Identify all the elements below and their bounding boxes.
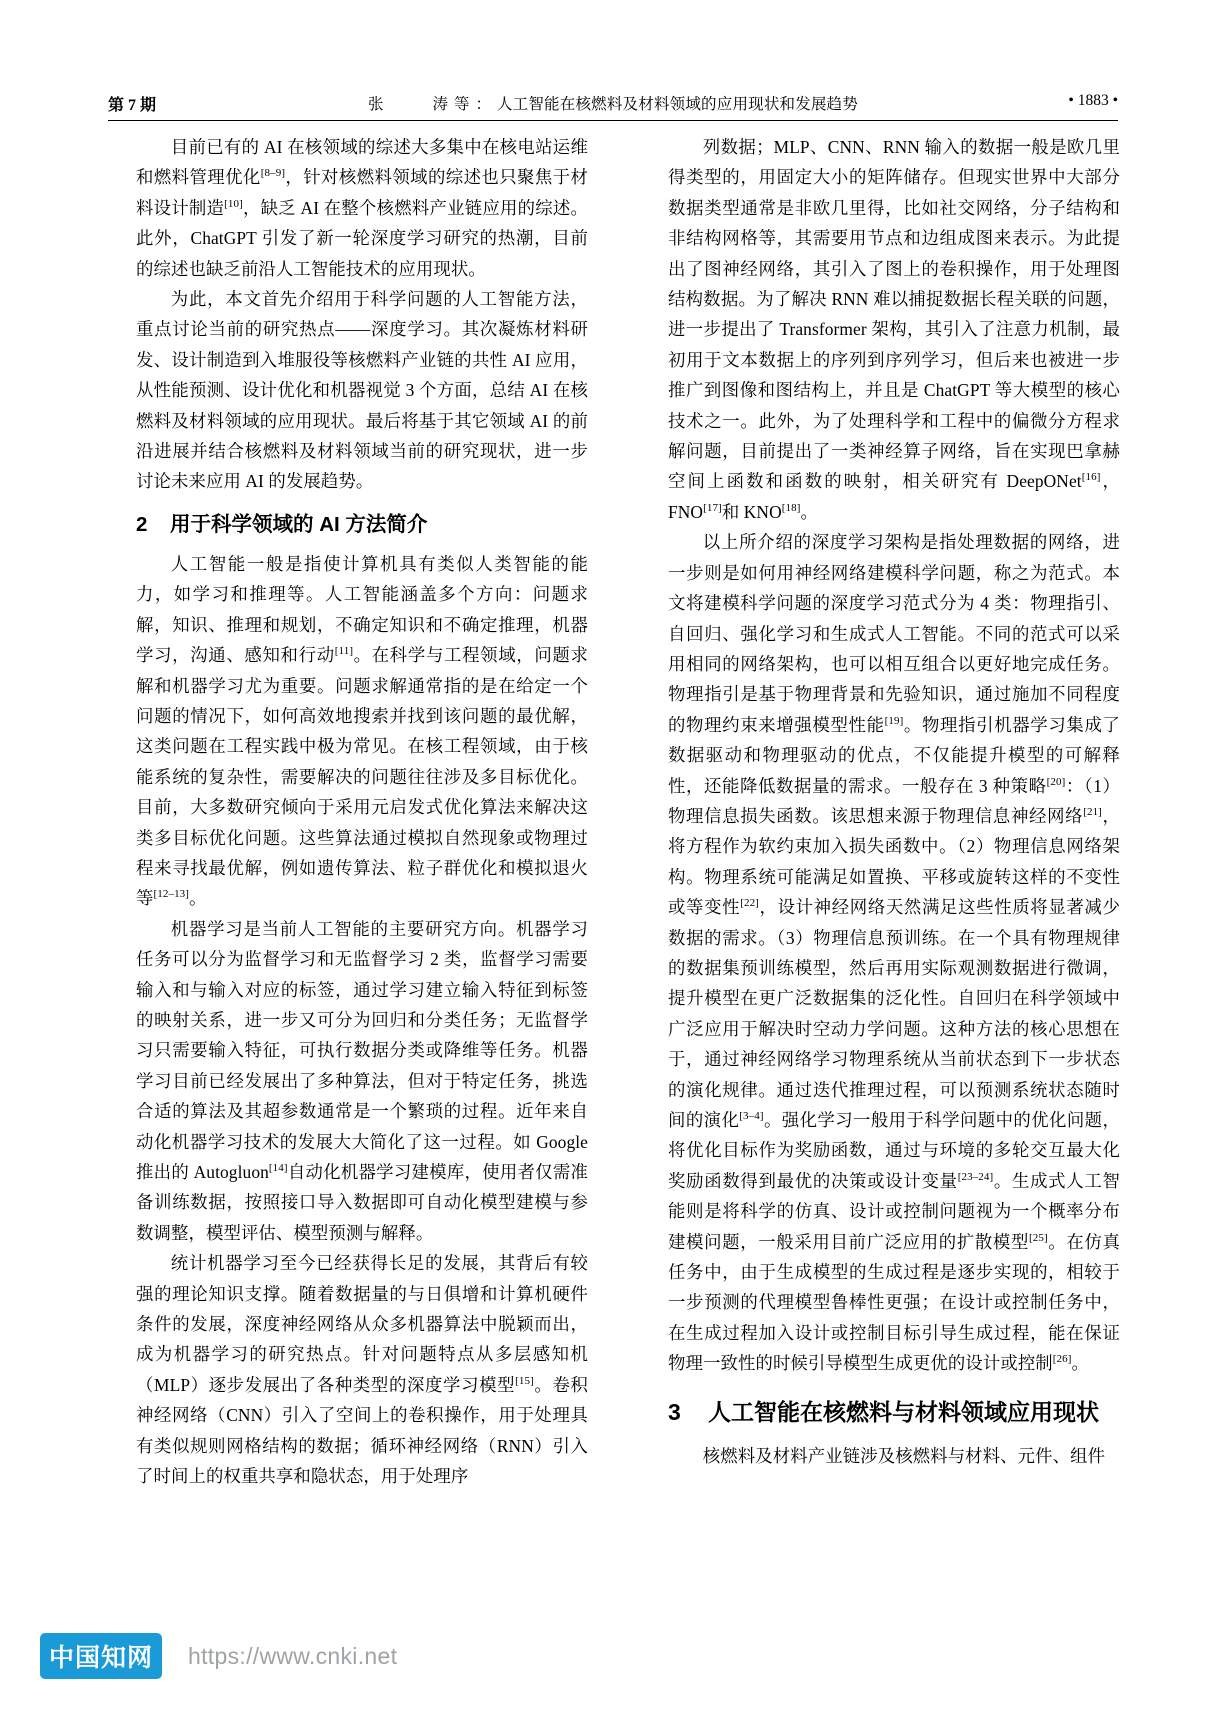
paragraph: 核燃料及材料产业链涉及核燃料与材料、元件、组件 (702, 1445, 1106, 1466)
paragraph: 统计机器学习至今已经获得长足的发展，其背后有较强的理论知识支撑。随着数据量的与日俱增和计算机硬件条件的发展，深度神经网络从众多机器算法中脱颖而出，成为机器学习的研究热点。针对问题特点从多层感知机（MLP）逐步发展出了各种类型的深度学习模型[15]。卷积神经网络（CNN）引入了空间上的卷积操作，用于处理具有类似规则网格结构的数据；循环神经网络（RNN）引入了时间上的权重共享和隐状态，用于处理序 (136, 1253, 588, 1487)
paragraph: 列数据；MLP、CNN、RNN 输入的数据一般是欧几里得类型的，用固定大小的矩阵储存。但现实世界中大部分数据类型通常是非欧几里得，比如社交网络，分子结构和非结构网格等，其需要用节点和边组成图来表示。为此提出了图神经网络，其引入了图上的卷积操作，用于处理图结构数据。为了解决 RNN 难以捕捉数据长程关联的问题，进一步提出了 Transformer 架构，其引入了注意力机制，最初用于文本数据上的序列到序列学习，但后来也被进一步推广到图像和图结构上，并且是 ChatGPT 等大模型的核心技术之一。此外，为了处理科学和工程中的偏微分方程求解问题，目前提出了一类神经算子网络，旨在实现巴拿赫空间上函数和函数的映射，相关研究有 DeepONet[16]，FNO[17]和 KNO[18]。 (668, 137, 1121, 522)
header-divider (108, 120, 1118, 121)
column-right (668, 132, 1120, 1471)
section-heading-3 (668, 1392, 1120, 1432)
section-number: 3 (668, 1398, 681, 1425)
cnki-watermark (40, 1633, 397, 1679)
section-title: 人工智能在核燃料与材料领域应用现状 (708, 1398, 1099, 1425)
section-title: 用于科学领域的 AI 方法简介 (170, 512, 428, 536)
running-head (108, 92, 1118, 122)
cnki-logo: 中国知网 (40, 1633, 162, 1679)
page-number: • 1883 • (1068, 92, 1118, 109)
paragraph: 为此，本文首先介绍用于科学问题的人工智能方法，重点讨论当前的研究热点——深度学习。其次凝炼材料研发、设计制造到入堆服役等核燃料产业链的共性 AI 应用，从性能预测、设计优化和机器视觉 3 个方面，总结 AI 在核燃料及材料领域的应用现状。最后将基于其它领域 AI 的前沿进展并结合核燃料及材料领域当前的研究现状，进一步讨论未来应用 AI 的发展趋势。 (136, 289, 588, 492)
paragraph: 人工智能一般是指使计算机具有类似人类智能的能力，如学习和推理等。人工智能涵盖多个方向：问题求解，知识、推理和规划，不确定知识和不确定推理，机器学习，沟通、感知和行动[11]。在科学与工程领域，问题求解和机器学习尤为重要。问题求解通常指的是在给定一个问题的情况下，如何高效地搜索并找到该问题的最优解，这类问题在工程实践中极为常见。在核工程领域，由于核能系统的复杂性，需要解决的问题往往涉及多目标优化。目前，大多数研究倾向于采用元启发式优化算法来解决这类多目标优化问题。这些算法通过模拟自然现象或物理过程来寻找最优解，例如遗传算法、粒子群优化和模拟退火等[12–13]。 (136, 553, 588, 909)
running-authors: 张 涛等： (367, 96, 497, 113)
section-heading-2 (136, 510, 588, 540)
paragraph: 机器学习是当前人工智能的主要研究方向。机器学习任务可以分为监督学习和无监督学习 2 类，监督学习需要输入和与输入对应的标签，通过学习建立输入特征到标签的映射关系，进一步又可分为回归和分类任务；无监督学习只需要输入特征，可执行数据分类或降维等任务。机器学习目前已经发展出了多种算法，但对于特定任务，挑选合适的算法及其超参数通常是一个繁琐的过程。近年来自动化机器学习技术的发展大大简化了这一过程。如 Google 推出的 Autogluon[14]自动化机器学习建模库，使用者仅需准备训练数据，按照接口导入数据即可自动化模型建模与参数调整，模型评估、模型预测与解释。 (136, 918, 588, 1243)
cnki-url: https://www.cnki.net (188, 1642, 398, 1669)
section-number: 2 (136, 512, 148, 536)
body-columns (108, 132, 1120, 1532)
running-title (108, 92, 1118, 114)
running-article-title: 人工智能在核燃料及材料领域的应用现状和发展趋势 (496, 96, 859, 113)
column-left (136, 132, 588, 1491)
paragraph: 目前已有的 AI 在核领域的综述大多集中在核电站运维和燃料管理优化[8–9]，针对核燃料领域的综述也只聚焦于材料设计制造[10]，缺乏 AI 在整个核燃料产业链应用的综述。此外，ChatGPT 引发了新一轮深度学习研究的热潮，目前的综述也缺乏前沿人工智能技术的应用现状。 (136, 137, 589, 279)
paragraph: 以上所介绍的深度学习架构是指处理数据的网络，进一步则是如何用神经网络建模科学问题，称之为范式。本文将建模科学问题的深度学习范式分为 4 类：物理指引、自回归、强化学习和生成式人工智能。不同的范式可以采用相同的网络架构，也可以相互组合以更好地完成任务。物理指引是基于物理背景和先验知识，通过施加不同程度的物理约束来增强模型性能[19]。物理指引机器学习集成了数据驱动和物理驱动的优点，不仅能提升模型的可解释性，还能降低数据量的需求。一般存在 3 种策略[20]：（1）物理信息损失函数。该思想来源于物理信息神经网络[21]，将方程作为软约束加入损失函数中。（2）物理信息网络架构。物理系统可能满足如置换、平移或旋转这样的不变性或等变性[22]，设计神经网络天然满足这些性质将显著减少数据的需求。（3）物理信息预训练。在一个具有物理规律的数据集预训练模型，然后再用实际观测数据进行微调，提升模型在更广泛数据集的泛化性。自回归在科学领域中广泛应用于解决时空动力学问题。这种方法的核心思想在于，通过神经网络学习物理系统从当前状态到下一步状态的演化规律。通过迭代推理过程，可以预测系统状态随时间的演化[3–4]。强化学习一般用于科学问题中的优化问题，将优化目标作为奖励函数，通过与环境的多轮交互最大化奖励函数得到最优的决策或设计变量[23–24]。生成式人工智能则是将科学的仿真、设计或控制问题视为一个概率分布建模问题，一般采用目前广泛应用的扩散模型[25]。在仿真任务中，由于生成模型的生成过程是逐步实现的，相较于一步预测的代理模型鲁棒性更强；在设计或控制任务中，在生成过程加入设计或控制目标引导生成过程，能在保证物理一致性的时候引导模型生成更优的设计或控制[26]。 (668, 532, 1121, 1374)
issue-label: 第 7 期 (108, 97, 157, 114)
